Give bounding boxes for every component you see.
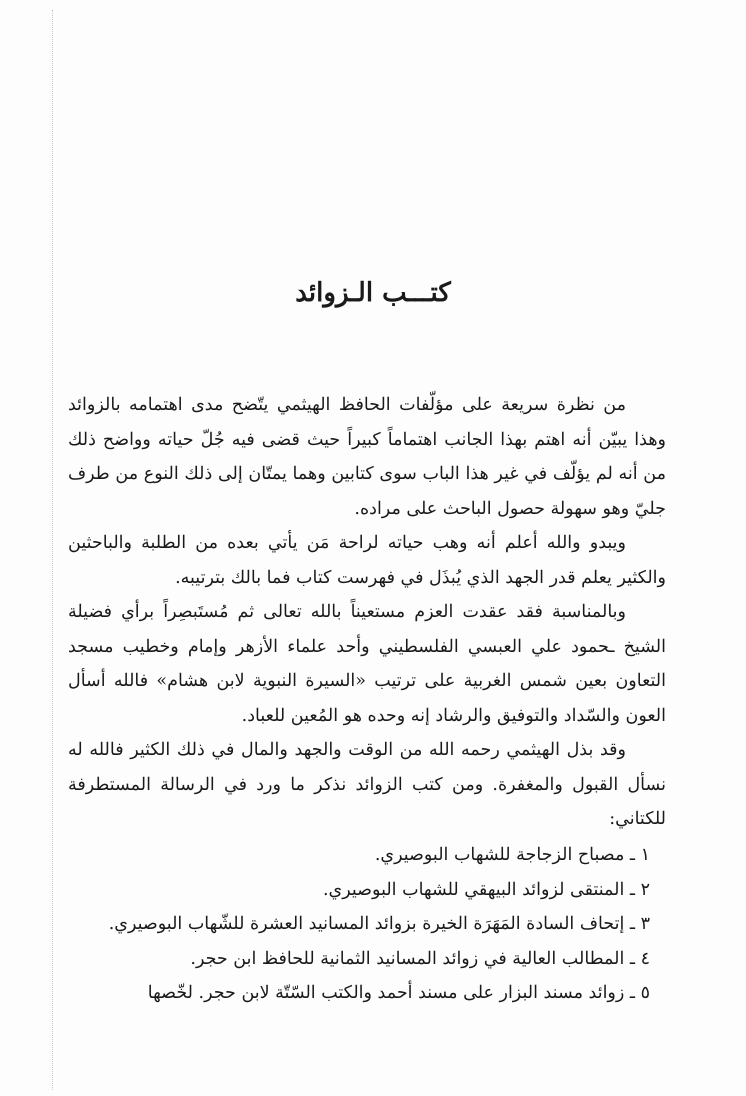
body-text: [68, 388, 666, 837]
list-item: ٣ ـ إتحاف السادة المَهَرَة الخيرة بزوائد المسانيد العشرة للشّهاب البوصيري.: [108, 914, 650, 934]
paragraph: ويبدو والله أعلم أنه وهب حياته لراحة مَن يأتي بعده من الطلبة والباحثين والكثير يعلم قدر الجهد الذي يُبذَل في فهرست كتاب فما بالك بترتيبه.: [68, 533, 666, 588]
list-item: ١ ـ مصباح الزجاجة للشهاب البوصيري.: [374, 845, 650, 865]
margin-guide-line: [52, 10, 53, 1090]
list-item: ٢ ـ المنتقى لزوائد البيهقي للشهاب البوصيري.: [322, 879, 650, 900]
list-item: ٥ ـ زوائد مسند البزار على مسند أحمد والكتب السّتّة لابن حجر. لخّصها: [147, 983, 650, 1003]
list-item: ٤ ـ المطالب العالية في زوائد المسانيد الثمانية للحافظ ابن حجر.: [190, 948, 650, 969]
zawaid-books-list: [68, 838, 708, 1011]
paragraph: وبالمناسبة فقد عقدت العزم مستعيناً بالله تعالى ثم مُستَبصِراً برأي فضيلة الشيخ ـحمود علي العبسي الفلسطيني وأحد علماء الأزهر وإمام وخطيب مسجد التعاون بعين شمس الغربية على ترتيب «السيرة النبوية لابن هشام» فالله أسأل العون والسّداد والتوفيق والرشاد إنه وحده هو المُعين للعباد.: [68, 602, 666, 726]
paragraph: وقد بذل الهيثمي رحمه الله من الوقت والجهد والمال في ذلك الكثير فالله له نسأل القبول والمغفرة. ومن كتب الزوائد نذكر ما ورد في الرسالة المستطرفة للكتاني:: [68, 740, 666, 829]
chapter-title: كتـــب الـزوائد: [295, 278, 451, 308]
paragraph: من نظرة سريعة على مؤلّفات الحافظ الهيثمي يتّضح مدى اهتمامه بالزوائد وهذا يبيّن أنه اهتم بهذا الجانب اهتماماً كبيراً حيث قضى فيه جُلّ حياته وواضح ذلك من أنه لم يؤلّف في غير هذا الباب سوى كتابين وهما يمتّان إلى ذلك النوع من طرف جليّ وهو سهولة حصول الباحث على مراده.: [68, 395, 666, 519]
